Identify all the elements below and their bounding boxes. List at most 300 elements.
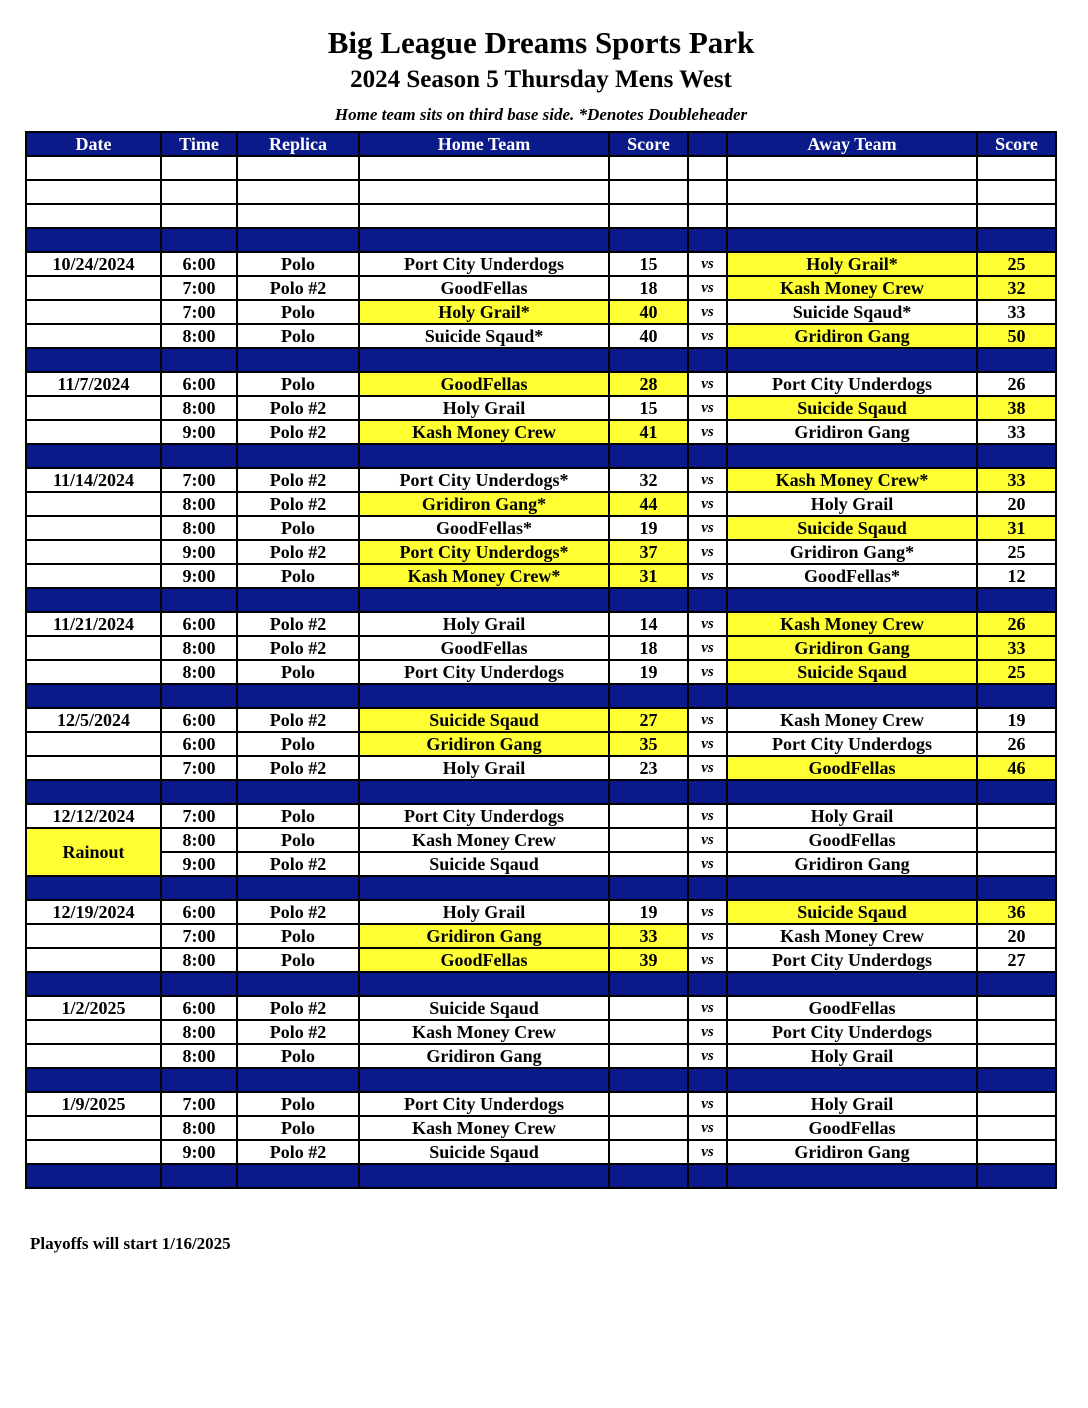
game-row (26, 1140, 1056, 1164)
empty-cell (237, 1068, 359, 1092)
home-team-cell: Kash Money Crew (359, 1116, 609, 1140)
game-row (26, 1020, 1056, 1044)
empty-cell (688, 588, 727, 612)
home-team-cell: Suicide Sqaud (359, 1140, 609, 1164)
away-team-cell: Holy Grail (727, 492, 977, 516)
empty-cell (26, 1164, 161, 1188)
home-score-cell: 39 (609, 948, 688, 972)
table-header-row (26, 132, 1056, 156)
date-cell: 1/9/2025 (26, 1092, 161, 1116)
empty-cell (609, 204, 688, 228)
home-score-cell: 37 (609, 540, 688, 564)
empty-cell (609, 180, 688, 204)
game-row (26, 300, 1056, 324)
empty-cell (609, 684, 688, 708)
date-cell (26, 540, 161, 564)
empty-cell (609, 228, 688, 252)
empty-cell (237, 156, 359, 180)
home-team-cell: Port City Underdogs (359, 252, 609, 276)
field-cell: Polo #2 (237, 540, 359, 564)
vs-cell: vs (688, 1020, 727, 1044)
away-team-cell: Suicide Sqaud (727, 516, 977, 540)
empty-cell (161, 972, 237, 996)
away-score-cell: 25 (977, 252, 1056, 276)
page-title: Big League Dreams Sports Park (327, 25, 755, 60)
empty-cell (237, 876, 359, 900)
field-cell: Polo (237, 564, 359, 588)
field-cell: Polo #2 (237, 276, 359, 300)
vs-cell: vs (688, 564, 727, 588)
away-team-cell: Kash Money Crew (727, 924, 977, 948)
vs-cell: vs (688, 852, 727, 876)
home-team-cell: Port City Underdogs (359, 660, 609, 684)
week-separator-row (26, 684, 1056, 708)
empty-cell (359, 348, 609, 372)
vs-cell: vs (688, 420, 727, 444)
home-team-cell: Port City Underdogs (359, 1092, 609, 1116)
empty-cell (237, 588, 359, 612)
home-team-cell: GoodFellas (359, 948, 609, 972)
time-cell: 9:00 (161, 1140, 237, 1164)
vs-cell: vs (688, 900, 727, 924)
time-cell: 6:00 (161, 732, 237, 756)
empty-cell (161, 156, 237, 180)
home-team-cell: Suicide Sqaud (359, 708, 609, 732)
vs-cell: vs (688, 804, 727, 828)
field-cell: Polo (237, 1116, 359, 1140)
playoffs-note: Playoffs will start 1/16/2025 (30, 1234, 231, 1253)
empty-cell (359, 684, 609, 708)
field-cell: Polo #2 (237, 1140, 359, 1164)
home-score-cell: 28 (609, 372, 688, 396)
date-cell: 11/21/2024 (26, 612, 161, 636)
empty-cell (161, 684, 237, 708)
away-score-cell: 25 (977, 540, 1056, 564)
home-score-cell: 19 (609, 516, 688, 540)
game-row (26, 540, 1056, 564)
home-score-cell (609, 804, 688, 828)
home-score-cell: 18 (609, 276, 688, 300)
game-row (26, 924, 1056, 948)
game-row (26, 564, 1056, 588)
field-cell: Polo (237, 948, 359, 972)
away-score-cell (977, 828, 1056, 852)
time-cell: 9:00 (161, 420, 237, 444)
away-score-cell: 26 (977, 372, 1056, 396)
home-team-cell: Gridiron Gang (359, 1044, 609, 1068)
date-cell (26, 948, 161, 972)
empty-cell (237, 1164, 359, 1188)
empty-cell (237, 972, 359, 996)
away-score-cell: 20 (977, 492, 1056, 516)
away-team-cell: Gridiron Gang (727, 324, 977, 348)
away-score-cell (977, 1116, 1056, 1140)
empty-cell (688, 204, 727, 228)
home-team-cell: Suicide Sqaud (359, 996, 609, 1020)
date-cell (26, 636, 161, 660)
date-cell (26, 564, 161, 588)
empty-cell (977, 156, 1056, 180)
field-cell: Polo #2 (237, 852, 359, 876)
field-cell: Polo (237, 804, 359, 828)
column-header-away-team: Away Team (727, 132, 977, 156)
empty-cell (359, 1068, 609, 1092)
game-row (26, 276, 1056, 300)
column-header-vs (688, 132, 727, 156)
empty-cell (727, 972, 977, 996)
away-score-cell: 50 (977, 324, 1056, 348)
empty-cell (161, 1068, 237, 1092)
empty-cell (26, 684, 161, 708)
date-cell: 12/5/2024 (26, 708, 161, 732)
away-team-cell: Kash Money Crew (727, 708, 977, 732)
empty-cell (688, 348, 727, 372)
empty-cell (26, 444, 161, 468)
blank-row (26, 156, 1056, 180)
vs-cell: vs (688, 324, 727, 348)
home-score-cell (609, 996, 688, 1020)
empty-cell (26, 348, 161, 372)
empty-cell (688, 156, 727, 180)
vs-cell: vs (688, 828, 727, 852)
home-team-cell: Gridiron Gang (359, 732, 609, 756)
empty-cell (161, 780, 237, 804)
vs-cell: vs (688, 300, 727, 324)
time-cell: 6:00 (161, 996, 237, 1020)
field-cell: Polo (237, 252, 359, 276)
vs-cell: vs (688, 660, 727, 684)
week-separator-row (26, 972, 1056, 996)
away-score-cell: 32 (977, 276, 1056, 300)
empty-cell (609, 588, 688, 612)
home-score-cell: 14 (609, 612, 688, 636)
empty-cell (237, 780, 359, 804)
empty-cell (977, 228, 1056, 252)
home-score-cell: 40 (609, 324, 688, 348)
away-team-cell: Suicide Sqaud* (727, 300, 977, 324)
empty-cell (26, 876, 161, 900)
vs-cell: vs (688, 540, 727, 564)
home-team-cell: Kash Money Crew (359, 420, 609, 444)
away-team-cell: Suicide Sqaud (727, 900, 977, 924)
game-row (26, 252, 1056, 276)
vs-cell: vs (688, 708, 727, 732)
home-score-cell: 27 (609, 708, 688, 732)
empty-cell (727, 204, 977, 228)
vs-cell: vs (688, 1092, 727, 1116)
away-team-cell: GoodFellas (727, 996, 977, 1020)
home-score-cell (609, 1116, 688, 1140)
game-row (26, 396, 1056, 420)
field-cell: Polo (237, 516, 359, 540)
date-cell (26, 492, 161, 516)
field-cell: Polo (237, 324, 359, 348)
empty-cell (161, 588, 237, 612)
empty-cell (609, 876, 688, 900)
away-score-cell (977, 1020, 1056, 1044)
away-score-cell (977, 1044, 1056, 1068)
game-row (26, 372, 1056, 396)
field-cell: Polo #2 (237, 612, 359, 636)
vs-cell: vs (688, 756, 727, 780)
away-score-cell: 33 (977, 468, 1056, 492)
empty-cell (609, 780, 688, 804)
empty-cell (237, 684, 359, 708)
empty-cell (688, 876, 727, 900)
game-row (26, 732, 1056, 756)
vs-cell: vs (688, 612, 727, 636)
empty-cell (161, 204, 237, 228)
field-cell: Polo (237, 1092, 359, 1116)
blank-row (26, 204, 1056, 228)
field-cell: Polo #2 (237, 756, 359, 780)
time-cell: 8:00 (161, 324, 237, 348)
empty-cell (161, 444, 237, 468)
home-team-cell: Kash Money Crew (359, 1020, 609, 1044)
empty-cell (609, 1164, 688, 1188)
empty-cell (977, 348, 1056, 372)
field-cell: Polo #2 (237, 636, 359, 660)
away-score-cell: 20 (977, 924, 1056, 948)
away-team-cell: Holy Grail (727, 1044, 977, 1068)
time-cell: 7:00 (161, 1092, 237, 1116)
field-cell: Polo (237, 300, 359, 324)
home-score-cell: 19 (609, 660, 688, 684)
time-cell: 8:00 (161, 828, 237, 852)
time-cell: 6:00 (161, 252, 237, 276)
week-separator-row (26, 1068, 1056, 1092)
time-cell: 8:00 (161, 1044, 237, 1068)
time-cell: 7:00 (161, 468, 237, 492)
vs-cell: vs (688, 468, 727, 492)
home-team-cell: Holy Grail (359, 612, 609, 636)
blank-row (26, 180, 1056, 204)
game-row (26, 660, 1056, 684)
vs-cell: vs (688, 1140, 727, 1164)
time-cell: 8:00 (161, 636, 237, 660)
empty-cell (26, 180, 161, 204)
time-cell: 8:00 (161, 492, 237, 516)
empty-cell (609, 156, 688, 180)
empty-cell (609, 444, 688, 468)
home-team-cell: Gridiron Gang* (359, 492, 609, 516)
week-separator-row (26, 444, 1056, 468)
game-row (26, 996, 1056, 1020)
field-cell: Polo #2 (237, 900, 359, 924)
column-header-away-score: Score (977, 132, 1056, 156)
home-score-cell: 19 (609, 900, 688, 924)
empty-cell (237, 204, 359, 228)
date-cell: 12/12/2024 (26, 804, 161, 828)
vs-cell: vs (688, 924, 727, 948)
empty-cell (727, 180, 977, 204)
date-cell: 12/19/2024 (26, 900, 161, 924)
empty-cell (237, 228, 359, 252)
date-cell (26, 516, 161, 540)
game-row (26, 804, 1056, 828)
date-cell (26, 276, 161, 300)
empty-cell (688, 228, 727, 252)
away-team-cell: Holy Grail (727, 1092, 977, 1116)
home-score-cell: 33 (609, 924, 688, 948)
vs-cell: vs (688, 516, 727, 540)
empty-cell (688, 180, 727, 204)
home-score-cell: 44 (609, 492, 688, 516)
home-score-cell: 35 (609, 732, 688, 756)
week-separator-row (26, 1164, 1056, 1188)
empty-cell (26, 204, 161, 228)
empty-cell (727, 444, 977, 468)
away-team-cell: Gridiron Gang (727, 420, 977, 444)
away-score-cell: 31 (977, 516, 1056, 540)
empty-cell (727, 876, 977, 900)
empty-cell (161, 180, 237, 204)
empty-cell (26, 228, 161, 252)
home-team-cell: Kash Money Crew (359, 828, 609, 852)
home-team-cell: GoodFellas* (359, 516, 609, 540)
field-cell: Polo #2 (237, 468, 359, 492)
empty-cell (609, 348, 688, 372)
empty-cell (26, 1068, 161, 1092)
home-team-cell: Holy Grail (359, 756, 609, 780)
away-team-cell: Holy Grail (727, 804, 977, 828)
time-cell: 7:00 (161, 756, 237, 780)
empty-cell (977, 684, 1056, 708)
empty-cell (359, 588, 609, 612)
empty-cell (727, 1068, 977, 1092)
game-row (26, 1044, 1056, 1068)
week-separator-row (26, 876, 1056, 900)
empty-cell (359, 228, 609, 252)
empty-cell (727, 156, 977, 180)
empty-cell (688, 444, 727, 468)
home-score-cell: 32 (609, 468, 688, 492)
vs-cell: vs (688, 1116, 727, 1140)
home-team-cell: GoodFellas (359, 372, 609, 396)
empty-cell (359, 876, 609, 900)
away-team-cell: Gridiron Gang (727, 1140, 977, 1164)
home-team-cell: Holy Grail (359, 396, 609, 420)
date-cell (26, 924, 161, 948)
home-team-cell: Port City Underdogs (359, 804, 609, 828)
week-separator-row (26, 228, 1056, 252)
empty-cell (359, 156, 609, 180)
vs-cell: vs (688, 732, 727, 756)
away-team-cell: GoodFellas* (727, 564, 977, 588)
field-cell: Polo (237, 924, 359, 948)
empty-cell (359, 972, 609, 996)
empty-cell (977, 876, 1056, 900)
column-header-time: Time (161, 132, 237, 156)
vs-cell: vs (688, 252, 727, 276)
time-cell: 9:00 (161, 564, 237, 588)
away-score-cell (977, 804, 1056, 828)
date-cell (26, 300, 161, 324)
home-score-cell: 31 (609, 564, 688, 588)
away-team-cell: GoodFellas (727, 1116, 977, 1140)
empty-cell (727, 684, 977, 708)
date-cell (26, 324, 161, 348)
game-row (26, 468, 1056, 492)
field-cell: Polo (237, 660, 359, 684)
game-row (26, 708, 1056, 732)
date-cell (26, 420, 161, 444)
game-row (26, 1092, 1056, 1116)
empty-cell (609, 1068, 688, 1092)
date-cell (26, 1140, 161, 1164)
away-score-cell: 12 (977, 564, 1056, 588)
game-row (26, 420, 1056, 444)
empty-cell (727, 228, 977, 252)
time-cell: 6:00 (161, 372, 237, 396)
field-cell: Polo #2 (237, 996, 359, 1020)
empty-cell (727, 588, 977, 612)
game-row (26, 756, 1056, 780)
away-team-cell: Holy Grail* (727, 252, 977, 276)
home-team-cell: Holy Grail (359, 900, 609, 924)
home-score-cell (609, 1092, 688, 1116)
empty-cell (161, 348, 237, 372)
home-score-cell (609, 1044, 688, 1068)
home-score-cell: 15 (609, 396, 688, 420)
schedule-table (25, 131, 1057, 1189)
date-cell: 10/24/2024 (26, 252, 161, 276)
game-row (26, 516, 1056, 540)
week-separator-row (26, 348, 1056, 372)
away-score-cell: 27 (977, 948, 1056, 972)
away-team-cell: Kash Money Crew* (727, 468, 977, 492)
vs-cell: vs (688, 1044, 727, 1068)
date-cell (26, 1116, 161, 1140)
date-cell: 1/2/2025 (26, 996, 161, 1020)
away-team-cell: GoodFellas (727, 756, 977, 780)
empty-cell (977, 1164, 1056, 1188)
empty-cell (26, 588, 161, 612)
game-row (26, 636, 1056, 660)
date-cell (26, 1044, 161, 1068)
away-team-cell: Port City Underdogs (727, 1020, 977, 1044)
vs-cell: vs (688, 276, 727, 300)
empty-cell (688, 1164, 727, 1188)
home-team-cell: Suicide Sqaud* (359, 324, 609, 348)
away-team-cell: Suicide Sqaud (727, 660, 977, 684)
time-cell: 7:00 (161, 276, 237, 300)
empty-cell (161, 228, 237, 252)
rainout-cell: Rainout (26, 828, 161, 876)
away-score-cell: 26 (977, 612, 1056, 636)
vs-cell: vs (688, 492, 727, 516)
field-cell: Polo #2 (237, 1020, 359, 1044)
empty-cell (977, 180, 1056, 204)
empty-cell (359, 780, 609, 804)
home-team-cell: Port City Underdogs* (359, 540, 609, 564)
away-score-cell (977, 1140, 1056, 1164)
away-team-cell: Port City Underdogs (727, 372, 977, 396)
away-score-cell (977, 1092, 1056, 1116)
away-team-cell: Gridiron Gang* (727, 540, 977, 564)
field-cell: Polo #2 (237, 492, 359, 516)
away-score-cell: 19 (977, 708, 1056, 732)
empty-cell (977, 972, 1056, 996)
empty-cell (727, 1164, 977, 1188)
away-team-cell: GoodFellas (727, 828, 977, 852)
date-cell: 11/7/2024 (26, 372, 161, 396)
home-team-cell: Port City Underdogs* (359, 468, 609, 492)
home-score-cell (609, 828, 688, 852)
vs-cell: vs (688, 948, 727, 972)
home-score-cell: 15 (609, 252, 688, 276)
home-score-cell (609, 852, 688, 876)
